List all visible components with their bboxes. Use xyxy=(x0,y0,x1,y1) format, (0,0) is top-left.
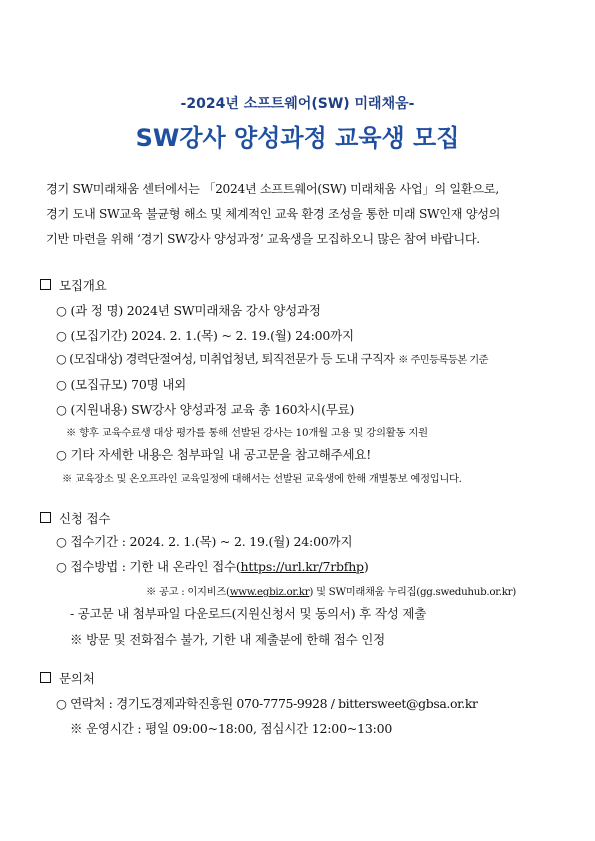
overview-target-main: ○ (모집대상) 경력단절여성, 미취업청년, 퇴직전문가 등 도내 구직자 xyxy=(56,352,395,366)
section-heading-overview xyxy=(40,276,107,294)
apply-method xyxy=(56,557,369,575)
contact-line: ○ 연락처 : 경기도경제과학진흥원 070-7775-9928 / bittersweet@gbsa.or.kr xyxy=(56,696,478,711)
apply-heading: 신청 접수 xyxy=(59,511,111,526)
notice-sites xyxy=(146,583,516,598)
apply-method-close: ) xyxy=(363,559,369,574)
checkbox-square-icon xyxy=(40,672,51,683)
notice-prefix: ※ 공고 : 이지비즈( xyxy=(146,586,230,598)
no-visit-note: ※ 방문 및 전화접수 불가, 기한 내 제출분에 한해 접수 인정 xyxy=(70,632,386,647)
intro-paragraph xyxy=(46,177,556,252)
checkbox-square-icon xyxy=(40,279,51,290)
overview-scale: ○ (모집규모) 70명 내외 xyxy=(56,377,187,392)
overview-recruit-period: ○ (모집기간) 2024. 2. 1.(목) ~ 2. 19.(월) 24:00까지 xyxy=(56,328,354,343)
overview-heading: 모집개요 xyxy=(59,278,107,293)
overview-target xyxy=(56,350,488,367)
page-subtitle: -2024년 소프트웨어(SW) 미래채움- xyxy=(180,96,415,112)
overview-support: ○ (지원내용) SW강사 양성과정 교육 총 160차시(무료) xyxy=(56,402,355,417)
intro-line: 경기 도내 SW교육 불균형 해소 및 체계적인 교육 환경 조성을 통한 미래 SW인재 양성의 xyxy=(46,207,501,221)
notice-mid: ) 및 SW미래채움 누리집(gg.sweduhub.or.kr) xyxy=(309,586,516,598)
section-heading-apply xyxy=(40,509,110,527)
intro-line: 경기 SW미래채움 센터에서는 「2024년 소프트웨어(SW) 미래채움 사업」의 일환으로, xyxy=(46,182,499,196)
overview-course-name: ○ (과 정 명) 2024년 SW미래채움 강사 양성과정 xyxy=(56,303,321,318)
page-title: SW강사 양성과정 교육생 모집 xyxy=(135,124,460,152)
overview-target-note: ※ 주민등록등본 기준 xyxy=(398,354,488,366)
note-location: ※ 교육장소 및 온오프라인 교육일정에 대해서는 선발된 교육생에 한해 개별통보 예정입니다. xyxy=(62,473,462,485)
note-employment: ※ 향후 교육수료생 대상 평가를 통해 선발된 강사는 10개월 고용 및 강의활동 지원 xyxy=(66,427,428,439)
operating-hours: ※ 운영시간 : 평일 09:00~18:00, 점심시간 12:00~13:00 xyxy=(70,721,393,736)
intro-line: 기반 마련을 위해 ‘경기 SW강사 양성과정’ 교육생을 모집하오니 많은 참여 바랍니다. xyxy=(46,232,480,246)
overview-other: ○ 기타 자세한 내용은 첨부파일 내 공고문을 참고해주세요! xyxy=(56,447,372,462)
download-instruction: - 공고문 내 첨부파일 다운로드(지원신청서 및 동의서) 후 작성 제출 xyxy=(70,606,427,621)
egbiz-link[interactable]: www.egbiz.or.kr xyxy=(229,586,310,598)
apply-period: ○ 접수기간 : 2024. 2. 1.(목) ~ 2. 19.(월) 24:00까지 xyxy=(56,534,353,549)
checkbox-square-icon xyxy=(40,512,51,523)
contact-heading: 문의처 xyxy=(59,671,95,686)
section-heading-contact xyxy=(40,669,95,687)
apply-link[interactable]: https://url.kr/7rbfhp xyxy=(240,559,364,574)
apply-method-label: ○ 접수방법 : 기한 내 온라인 접수( xyxy=(56,559,241,574)
